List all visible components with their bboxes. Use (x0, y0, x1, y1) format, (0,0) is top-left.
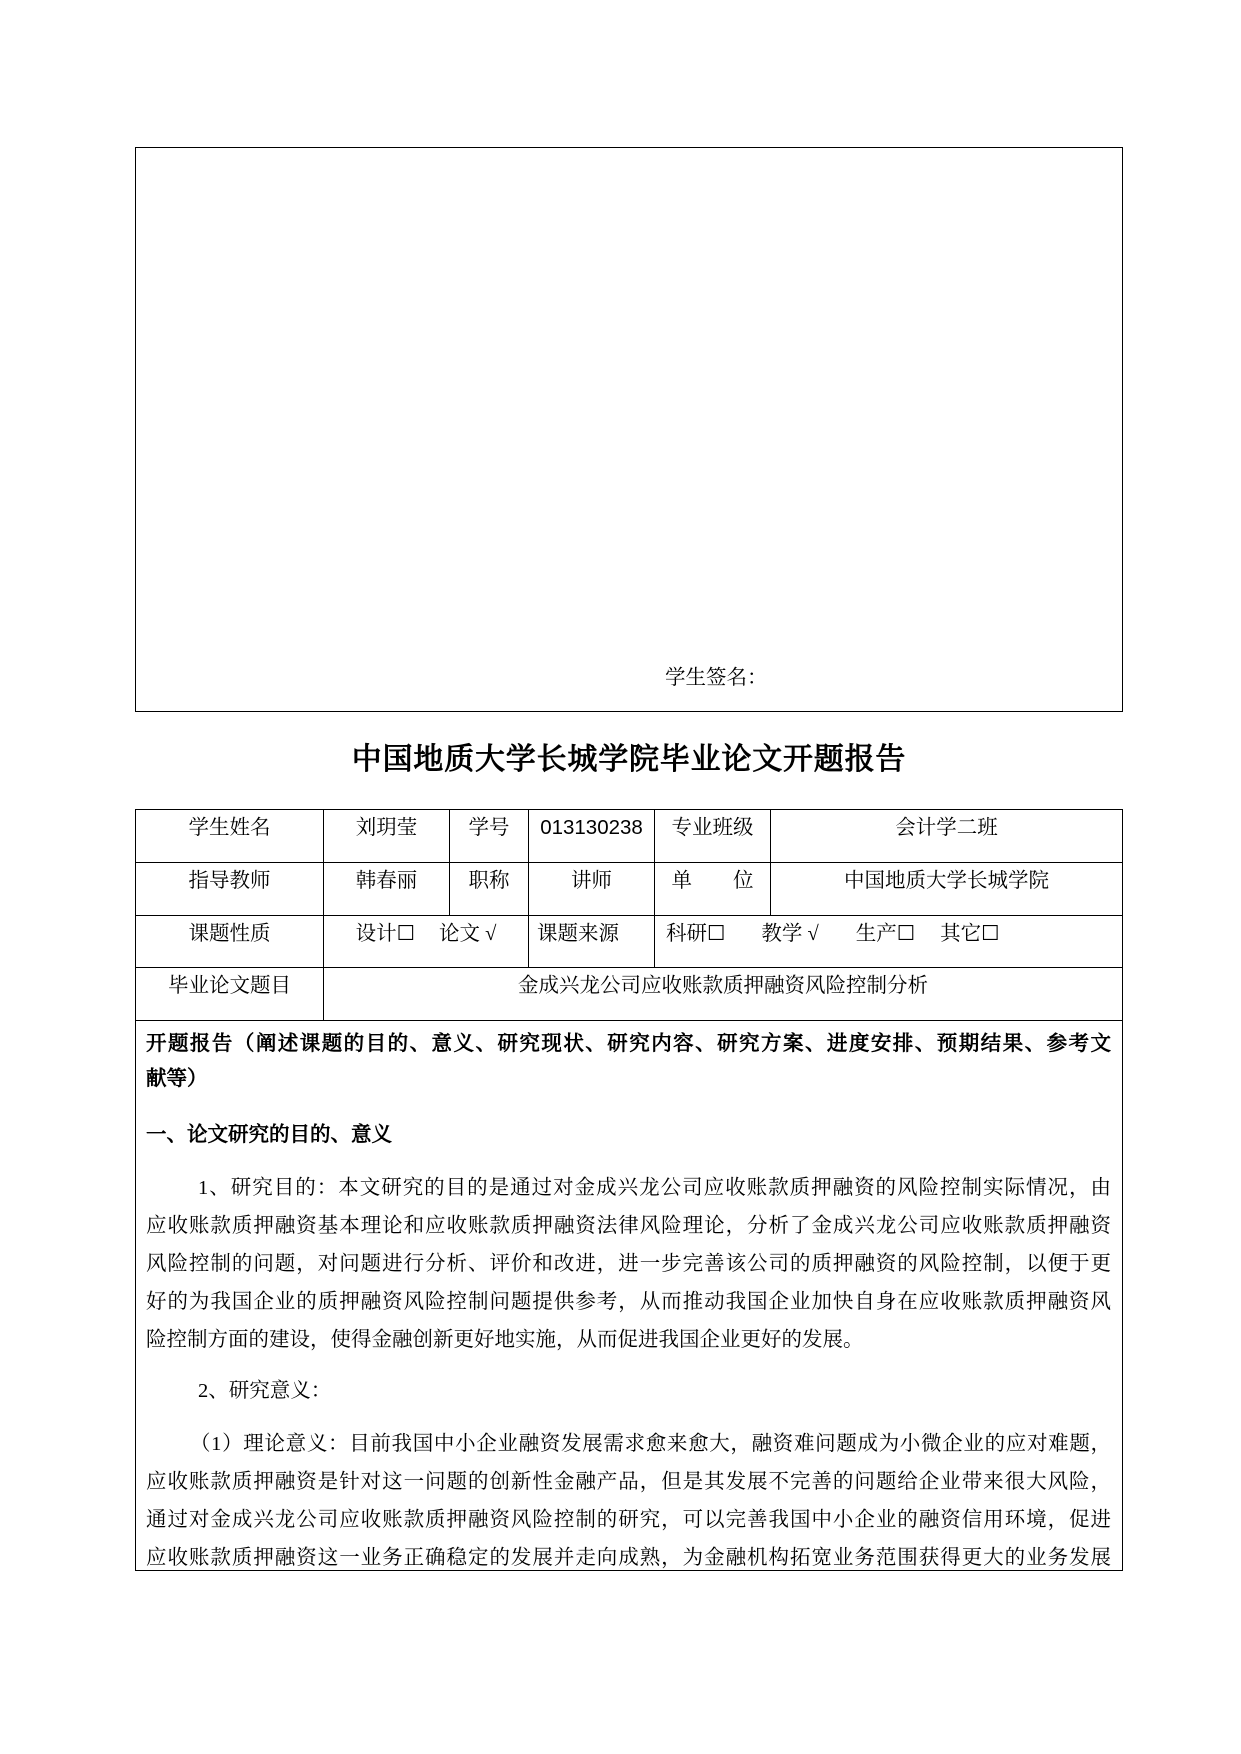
paragraph-line: 1、研究目的：本文研究的目的是通过对金成兴龙公司应收账款质押融资的风险控制实际情况，由 (198, 1177, 1111, 1199)
topic-source-option-teaching: 教学 √ (761, 923, 819, 945)
section-title: 一、论文研究的目的、意义 (146, 1124, 392, 1146)
student-name-value: 刘玥莹 (323, 809, 450, 863)
signature-box (135, 147, 1123, 712)
report-heading (146, 1027, 1111, 1097)
paragraph-line: 应收账款质押融资是针对这一问题的创新性金融产品，但是其发展不完善的问题给企业带来很大风险， (146, 1471, 1111, 1493)
paragraph-line: 好的为我国企业的质押融资风险控制问题提供参考，从而推动我国企业加快自身在应收账款质押融资风 (146, 1291, 1111, 1313)
report-heading-line: 开题报告（阐述课题的目的、意义、研究现状、研究内容、研究方案、进度安排、预期结果、参考文 (146, 1033, 1111, 1055)
report-body (135, 1020, 1123, 1571)
topic-source-options (654, 915, 1123, 968)
major-class-label: 专业班级 (654, 809, 771, 863)
paragraph-line: 风险控制的问题，对问题进行分析、评价和改进，进一步完善该公司的质押融资的风险控制，以便于更 (146, 1253, 1111, 1275)
paragraph-line: 应收账款质押融资基本理论和应收账款质押融资法律风险理论，分析了金成兴龙公司应收账款质押融资 (146, 1215, 1111, 1237)
advisor-value: 韩春丽 (323, 862, 450, 916)
student-signature-label: 学生签名： (665, 667, 768, 689)
topic-nature-option-thesis: 论文 √ (439, 923, 497, 945)
thesis-topic-value: 金成兴龙公司应收账款质押融资风险控制分析 (323, 967, 1123, 1021)
unit-value: 中国地质大学长城学院 (770, 862, 1123, 916)
advisor-label: 指导教师 (135, 862, 324, 916)
research-significance-label: 2、研究意义： (198, 1380, 332, 1402)
advisor-title-label: 职称 (449, 862, 529, 916)
report-heading-line: 献等） (146, 1068, 208, 1090)
research-purpose-paragraph (146, 1169, 1111, 1359)
topic-nature-option-design: 设计☐ (355, 923, 415, 945)
paragraph-line: （1）理论意义：目前我国中小企业融资发展需求愈来愈大，融资难问题成为小微企业的应对难题， (190, 1433, 1111, 1455)
topic-source-option-research: 科研☐ (666, 923, 726, 945)
paragraph-line: 通过对金成兴龙公司应收账款质押融资风险控制的研究，可以完善我国中小企业的融资信用环境，促进 (146, 1509, 1111, 1531)
student-name-label: 学生姓名 (135, 809, 324, 863)
document-title: 中国地质大学长城学院毕业论文开题报告 (351, 743, 907, 776)
student-id-value: 013130238 (528, 809, 655, 863)
topic-source-option-production: 生产☐ (855, 923, 916, 945)
paragraph-line: 应收账款质押融资这一业务正确稳定的发展并走向成熟，为金融机构拓宽业务范围获得更大的业务发展 (146, 1547, 1111, 1569)
topic-source-option-other: 其它☐ (940, 923, 1000, 945)
paragraph-line: 险控制方面的建设，使得金融创新更好地实施，从而促进我国企业更好的发展。 (146, 1329, 864, 1351)
thesis-topic-label: 毕业论文题目 (135, 967, 324, 1021)
major-class-value: 会计学二班 (770, 809, 1123, 863)
topic-nature-label: 课题性质 (135, 915, 324, 968)
topic-source-label: 课题来源 (528, 915, 655, 968)
topic-nature-options (323, 915, 529, 968)
theoretical-significance-paragraph (146, 1425, 1111, 1571)
unit-label: 单 位 (654, 862, 771, 916)
advisor-title-value: 讲师 (528, 862, 655, 916)
student-id-label: 学号 (449, 809, 529, 863)
